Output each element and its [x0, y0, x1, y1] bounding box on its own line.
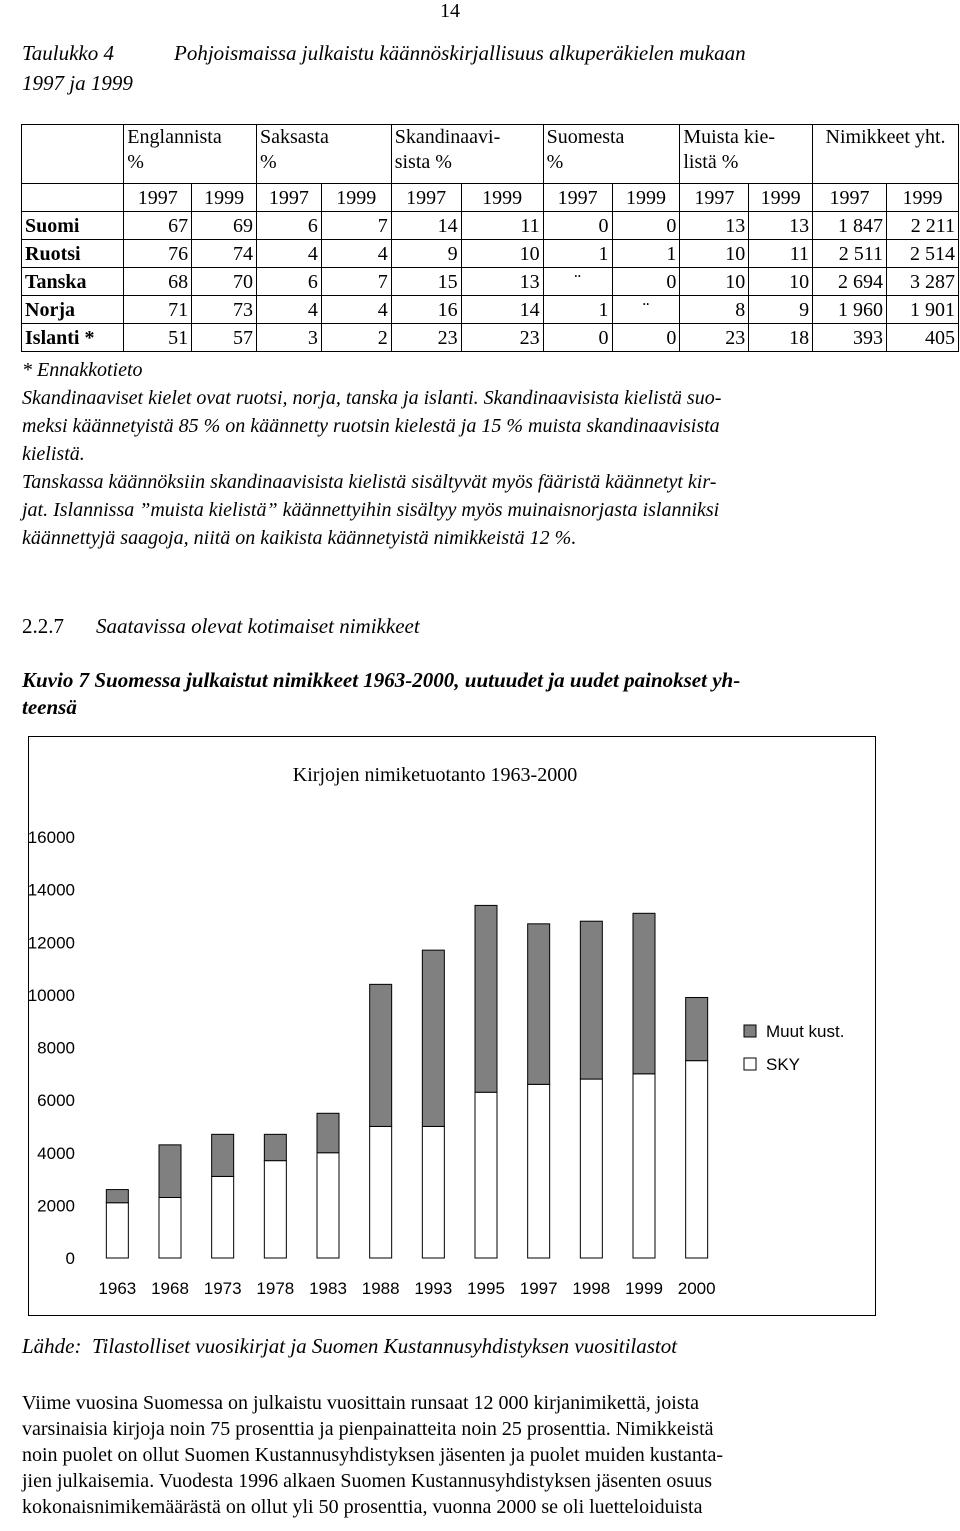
- year-header-cell: 1997: [391, 184, 461, 212]
- header-line: Skandinaavi-: [394, 126, 501, 148]
- table-cell: 2: [321, 324, 391, 352]
- table-cell: 68: [124, 268, 192, 296]
- row-label: Norja: [22, 296, 124, 324]
- table-row: [22, 296, 959, 324]
- bar-muut: [212, 1134, 234, 1176]
- table-caption: [22, 38, 746, 98]
- y-tick-label: 14000: [29, 880, 75, 900]
- paragraph-line: varsinaisia kirjoja noin 75 prosenttia ja pienpainatteita noin 25 prosenttia. Nimikkeistä: [22, 1418, 714, 1440]
- row-label: Suomi: [22, 212, 124, 240]
- column-group-header: [680, 125, 813, 184]
- table-cell: 1 847: [813, 212, 887, 240]
- source-line: [22, 1334, 677, 1359]
- bar-muut: [159, 1145, 181, 1198]
- y-tick-label: 12000: [29, 933, 75, 953]
- paragraph-line: jien julkaisemia. Vuodesta 1996 alkaen Suomen Kustannusyhdistyksen jäsenten osuus: [22, 1470, 712, 1492]
- table-cell: 4: [321, 296, 391, 324]
- bar-sky: [475, 1092, 497, 1258]
- table-cell: 51: [124, 324, 192, 352]
- table-caption-label: Taulukko 4: [22, 41, 114, 65]
- x-tick-label: 1995: [467, 1279, 505, 1298]
- source-text: Tilastolliset vuosikirjat ja Suomen Kustannusyhdistyksen vuositilastot: [92, 1334, 678, 1358]
- section-number: 2.2.7: [22, 614, 64, 638]
- bar-sky: [212, 1176, 234, 1258]
- source-label: Lähde:: [22, 1334, 82, 1358]
- table-cell: 15: [391, 268, 461, 296]
- header-line: %: [546, 151, 564, 173]
- year-header-cell: 1999: [192, 184, 257, 212]
- table-notes: [22, 356, 902, 552]
- year-header-cell: 1999: [461, 184, 543, 212]
- paragraph-line: noin puolet on ollut Suomen Kustannusyhdistyksen jäsenten ja puolet muiden kustanta-: [22, 1444, 724, 1466]
- bar-sky: [317, 1153, 339, 1258]
- table-cell: ¨: [543, 268, 612, 296]
- bar-muut: [317, 1113, 339, 1152]
- x-tick-label: 1997: [519, 1279, 558, 1298]
- year-header-cell: 1997: [124, 184, 192, 212]
- table-corner-cell: [22, 184, 124, 212]
- table-cell: 10: [680, 268, 749, 296]
- year-header-cell: 1999: [887, 184, 959, 212]
- table-cell: 6: [256, 268, 321, 296]
- table-cell: 2 211: [887, 212, 959, 240]
- table-cell: 67: [124, 212, 192, 240]
- header-line: Muista kie-: [683, 126, 776, 148]
- table-cell: 71: [124, 296, 192, 324]
- table-cell: 0: [612, 212, 680, 240]
- table-cell: 393: [813, 324, 887, 352]
- table-cell: ¨: [612, 296, 680, 324]
- table-cell: 18: [749, 324, 813, 352]
- table-cell: 0: [612, 324, 680, 352]
- header-line: listä %: [683, 151, 739, 173]
- bar-muut: [686, 998, 708, 1061]
- header-line: Saksasta: [259, 126, 329, 148]
- column-group-header: [813, 125, 959, 184]
- table-cell: 9: [749, 296, 813, 324]
- bar-muut: [370, 984, 392, 1126]
- bar-muut: [106, 1190, 128, 1203]
- bar-sky: [422, 1126, 444, 1258]
- table-cell: 10: [461, 240, 543, 268]
- table-cell: 2 694: [813, 268, 887, 296]
- table-cell: 11: [461, 212, 543, 240]
- year-header-cell: 1999: [749, 184, 813, 212]
- year-header-cell: 1997: [813, 184, 887, 212]
- header-line: Nimikkeet yht.: [825, 126, 946, 148]
- note-line: käännettyjä saagoja, niitä on kaikista käännetyistä nimikkeistä 12 %.: [22, 527, 577, 549]
- table-cell: 1: [612, 240, 680, 268]
- y-tick-label: 4000: [37, 1143, 75, 1163]
- section-heading: [22, 614, 420, 639]
- header-line: %: [127, 151, 144, 173]
- x-tick-label: 1999: [625, 1279, 663, 1298]
- column-group-header: [543, 125, 680, 184]
- x-tick-label: 1978: [256, 1279, 295, 1298]
- y-tick-label: 6000: [37, 1091, 75, 1111]
- bar-chart: [29, 737, 875, 1315]
- x-tick-label: 1988: [361, 1279, 400, 1298]
- table-caption-title-line2: 1997 ja 1999: [22, 71, 133, 95]
- table-cell: 13: [680, 212, 749, 240]
- y-tick-label: 2000: [37, 1196, 75, 1216]
- section-title: Saatavissa olevat kotimaiset nimikkeet: [96, 614, 420, 638]
- body-paragraph: [22, 1390, 922, 1520]
- table-cell: 6: [256, 212, 321, 240]
- bar-sky: [633, 1074, 655, 1258]
- paragraph-line: kokonaisnimikemäärästä on ollut yli 50 prosenttia, vuonna 2000 se oli luetteloiduista: [22, 1496, 703, 1518]
- table-row: [22, 268, 959, 296]
- bar-sky: [580, 1079, 602, 1258]
- column-group-header: [391, 125, 543, 184]
- bar-muut: [264, 1134, 286, 1160]
- table-cell: 73: [192, 296, 257, 324]
- table-cell: 11: [749, 240, 813, 268]
- year-header-cell: 1999: [612, 184, 680, 212]
- table-cell: 2 514: [887, 240, 959, 268]
- year-header-cell: 1999: [321, 184, 391, 212]
- legend-swatch: [744, 1025, 756, 1037]
- bar-sky: [370, 1126, 392, 1258]
- row-label: Islanti *: [22, 324, 124, 352]
- table-cell: 23: [461, 324, 543, 352]
- table-row: [22, 240, 959, 268]
- x-tick-label: 1973: [203, 1279, 242, 1298]
- row-label: Tanska: [22, 268, 124, 296]
- bar-sky: [106, 1203, 128, 1258]
- bar-muut: [580, 921, 602, 1079]
- note-line: * Ennakkotieto: [22, 359, 143, 381]
- row-label: Ruotsi: [22, 240, 124, 268]
- table-cell: 8: [680, 296, 749, 324]
- year-header-cell: 1997: [680, 184, 749, 212]
- table-cell: 57: [192, 324, 257, 352]
- table-years-row: [22, 184, 959, 212]
- table-cell: 10: [680, 240, 749, 268]
- table-caption-title: Pohjoismaissa julkaistu käännöskirjallisuus alkuperäkielen mukaan: [174, 41, 746, 65]
- x-tick-label: 1983: [309, 1279, 347, 1298]
- table-cell: 23: [391, 324, 461, 352]
- table-cell: 10: [749, 268, 813, 296]
- y-tick-label: 10000: [29, 985, 75, 1005]
- header-line: %: [259, 151, 277, 173]
- legend-swatch: [744, 1058, 756, 1070]
- table-cell: 1: [543, 296, 612, 324]
- table-cell: 13: [461, 268, 543, 296]
- bar-sky: [264, 1161, 286, 1258]
- table-cell: 69: [192, 212, 257, 240]
- table-cell: 16: [391, 296, 461, 324]
- table-cell: 0: [543, 324, 612, 352]
- table-cell: 14: [391, 212, 461, 240]
- table-cell: 1 901: [887, 296, 959, 324]
- bar-muut: [422, 950, 444, 1126]
- header-line: sista %: [394, 151, 452, 173]
- page-number: 14: [440, 0, 460, 22]
- table-cell: 70: [192, 268, 257, 296]
- legend-label: SKY: [766, 1055, 801, 1074]
- table-header-row: [22, 125, 959, 184]
- bar-sky: [159, 1197, 181, 1258]
- paragraph-line: Viime vuosina Suomessa on julkaistu vuosittain runsaat 12 000 kirjanimikettä, joista: [22, 1392, 700, 1414]
- table-row: [22, 324, 959, 352]
- table-cell: 1: [543, 240, 612, 268]
- table-cell: 14: [461, 296, 543, 324]
- table-cell: 0: [543, 212, 612, 240]
- table-cell: 4: [321, 240, 391, 268]
- table-cell: 74: [192, 240, 257, 268]
- y-tick-label: 16000: [29, 828, 75, 847]
- year-header-cell: 1997: [256, 184, 321, 212]
- table-cell: 1 960: [813, 296, 887, 324]
- table-cell: 7: [321, 212, 391, 240]
- table-cell: 13: [749, 212, 813, 240]
- x-tick-label: 1998: [572, 1279, 611, 1298]
- header-line: Englannista: [127, 126, 222, 148]
- y-tick-label: 8000: [37, 1038, 75, 1058]
- table-cell: 9: [391, 240, 461, 268]
- table-cell: 4: [256, 296, 321, 324]
- note-line: jat. Islannissa ”muista kielistä” käännettyihin sisältyy myös muinaisnorjasta islanniksi: [22, 499, 720, 521]
- table-cell: 4: [256, 240, 321, 268]
- bar-muut: [528, 924, 550, 1085]
- table-cell: 23: [680, 324, 749, 352]
- bar-muut: [633, 913, 655, 1074]
- column-group-header: [124, 125, 257, 184]
- table-row: [22, 212, 959, 240]
- x-tick-label: 2000: [677, 1279, 716, 1298]
- year-header-cell: 1997: [543, 184, 612, 212]
- column-group-header: [256, 125, 391, 184]
- x-tick-label: 1968: [151, 1279, 189, 1298]
- table-cell: 7: [321, 268, 391, 296]
- chart-frame: [28, 736, 876, 1316]
- y-tick-label: 0: [65, 1249, 75, 1268]
- table-cell: 2 511: [813, 240, 887, 268]
- table-cell: 405: [887, 324, 959, 352]
- figure-caption-line: teensä: [22, 695, 77, 719]
- note-line: meksi käännetyistä 85 % on käännetty ruotsin kielestä ja 15 % muista skandinaavisista: [22, 415, 720, 437]
- note-line: kielistä.: [22, 443, 85, 465]
- note-line: Skandinaaviset kielet ovat ruotsi, norja, tanska ja islanti. Skandinaavisista kielistä suo-: [22, 387, 722, 409]
- bar-sky: [528, 1084, 550, 1258]
- header-line: Suomesta: [546, 126, 625, 148]
- table-cell: 76: [124, 240, 192, 268]
- chart-title: Kirjojen nimiketuotanto 1963-2000: [292, 764, 578, 786]
- bar-sky: [686, 1061, 708, 1258]
- figure-caption: [22, 667, 922, 721]
- x-tick-label: 1963: [98, 1279, 137, 1298]
- legend-label: Muut kust.: [766, 1022, 845, 1041]
- x-tick-label: 1993: [414, 1279, 453, 1298]
- table-cell: 0: [612, 268, 680, 296]
- table-corner-cell: [22, 125, 124, 184]
- table-cell: 3: [256, 324, 321, 352]
- note-line: Tanskassa käännöksiin skandinaavisista kielistä sisältyvät myös fääristä käännetyt kir-: [22, 471, 717, 493]
- figure-caption-line: Kuvio 7 Suomessa julkaistut nimikkeet 1963-2000, uutuudet ja uudet painokset yh-: [22, 668, 741, 692]
- bar-muut: [475, 905, 497, 1092]
- translation-table: [21, 124, 959, 352]
- table-cell: 3 287: [887, 268, 959, 296]
